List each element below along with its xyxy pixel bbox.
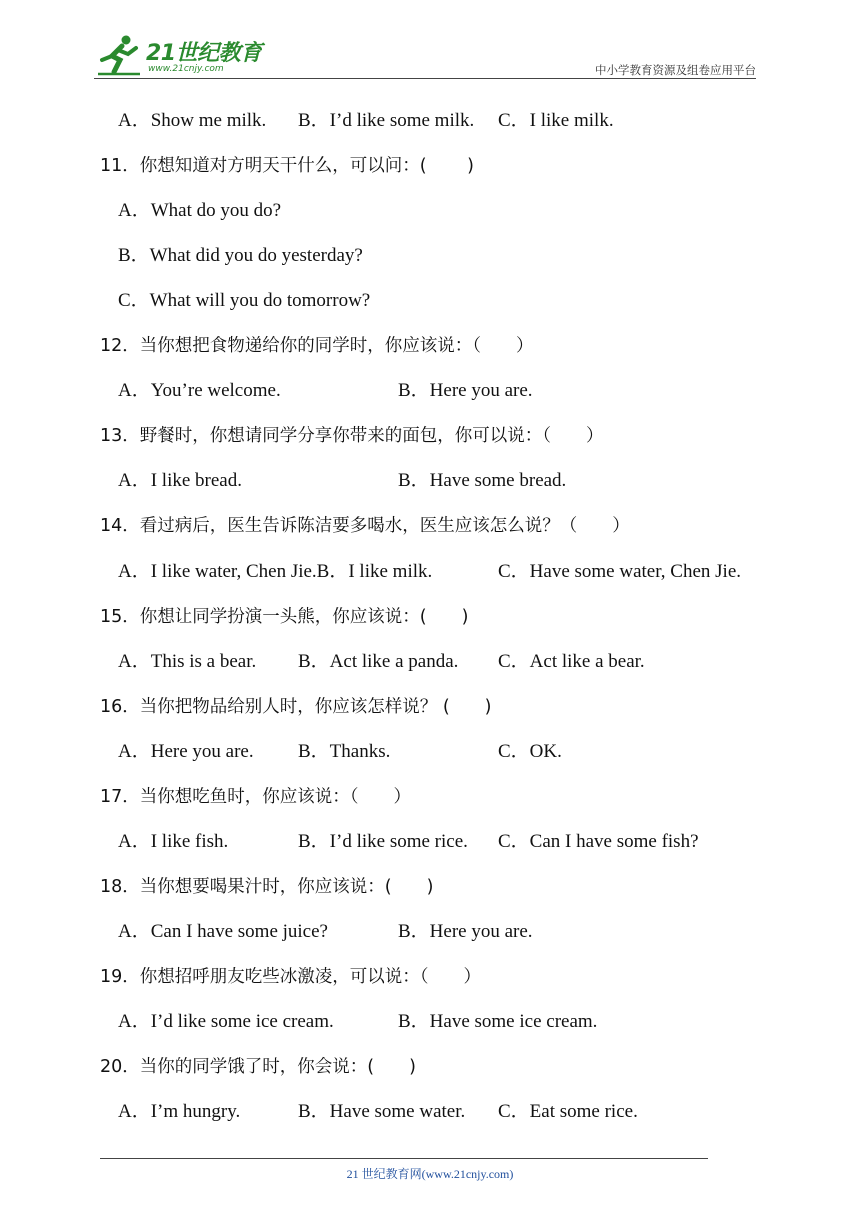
option: C．What will you do tomorrow? bbox=[118, 290, 371, 311]
option: A．Show me milk. bbox=[118, 110, 267, 131]
question-stem: 18．当你想要喝果汁时，你应该说：( ) bbox=[100, 877, 434, 897]
option: B．I’d like some rice. bbox=[298, 831, 468, 852]
page-header bbox=[0, 0, 860, 80]
page-footer: 21 世纪教育网(www.21cnjy.com) bbox=[346, 1167, 514, 1181]
platform-title: 中小学教育资源及组卷应用平台 bbox=[595, 63, 756, 77]
option: A．Here you are. bbox=[118, 741, 254, 762]
logo-text: 21世纪教育 bbox=[146, 41, 262, 66]
option: A．I like bread. bbox=[118, 470, 242, 491]
option: B．Thanks. bbox=[298, 741, 391, 762]
option: C．Have some water, Chen Jie. bbox=[498, 561, 742, 582]
header-divider bbox=[94, 78, 756, 79]
option: B．Here you are. bbox=[398, 380, 533, 401]
option: A．I like water, Chen Jie.B．I like milk. bbox=[118, 561, 433, 582]
option: A．You’re welcome. bbox=[118, 380, 281, 401]
option: B．What did you do yesterday? bbox=[118, 245, 363, 266]
site-logo bbox=[94, 34, 264, 80]
option: B．Act like a panda. bbox=[298, 651, 459, 672]
option: B．Have some ice cream. bbox=[398, 1011, 598, 1032]
option: A．What do you do? bbox=[118, 200, 282, 221]
question-stem: 19．你想招呼朋友吃些冰激凌，可以说：（ ） bbox=[100, 967, 482, 987]
option: B．Have some bread. bbox=[398, 470, 567, 491]
option: C．Eat some rice. bbox=[498, 1101, 638, 1122]
question-stem: 16．当你把物品给别人时，你应该怎样说？ ( ) bbox=[100, 697, 492, 717]
question-stem: 13．野餐时，你想请同学分享你带来的面包，你可以说：（ ） bbox=[100, 426, 604, 446]
option: A．I’d like some ice cream. bbox=[118, 1011, 334, 1032]
question-stem: 14．看过病后，医生告诉陈洁要多喝水，医生应该怎么说？（ ） bbox=[100, 516, 630, 536]
option: B．I’d like some milk. bbox=[298, 110, 475, 131]
option: A．I’m hungry. bbox=[118, 1101, 241, 1122]
option: C．Can I have some fish? bbox=[498, 831, 699, 852]
option: A．I like fish. bbox=[118, 831, 229, 852]
option: C．Act like a bear. bbox=[498, 651, 645, 672]
question-stem: 17．当你想吃鱼时，你应该说：（ ） bbox=[100, 787, 412, 807]
option: C．I like milk. bbox=[498, 110, 614, 131]
logo-url: www.21cnjy.com bbox=[148, 64, 224, 74]
question-stem: 15．你想让同学扮演一头熊，你应该说：( ) bbox=[100, 607, 469, 627]
option: B．Have some water. bbox=[298, 1101, 466, 1122]
option: A．This is a bear. bbox=[118, 651, 257, 672]
runner-logo-icon bbox=[94, 34, 144, 78]
option: B．Here you are. bbox=[398, 921, 533, 942]
question-stem: 11．你想知道对方明天干什么，可以问：( ) bbox=[100, 156, 474, 176]
option: C．OK. bbox=[498, 741, 562, 762]
option: A．Can I have some juice? bbox=[118, 921, 328, 942]
question-stem: 12．当你想把食物递给你的同学时，你应该说：（ ） bbox=[100, 336, 534, 356]
footer-divider bbox=[100, 1158, 708, 1159]
question-stem: 20．当你的同学饿了时，你会说：( ) bbox=[100, 1057, 416, 1077]
